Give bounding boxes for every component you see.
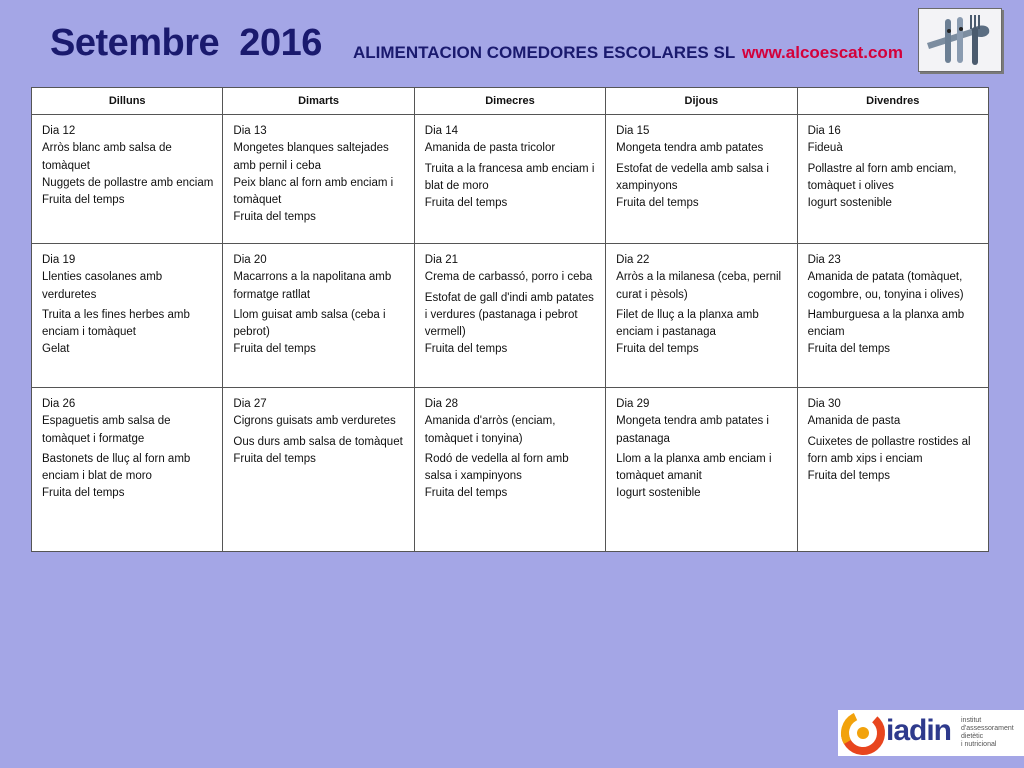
- menu-cell: [223, 244, 414, 388]
- dish: Llom a la planxa amb enciam i tomàquet amanit: [616, 452, 772, 482]
- menu-cell: [414, 115, 605, 244]
- menu-cell: [414, 388, 605, 552]
- dish: Hamburguesa a la planxa amb enciam: [807, 308, 965, 338]
- menu-cell: [797, 388, 988, 552]
- dessert: Fruita del temps: [424, 487, 508, 500]
- table-row: [32, 115, 989, 244]
- dish: Arròs a la milanesa (ceba, pernil curat i pèsols): [616, 271, 782, 301]
- dish: Peix blanc al forn amb enciam i tomàquet: [233, 176, 394, 206]
- dish: Arròs blanc amb salsa de tomàquet: [42, 142, 172, 172]
- column-header: Dimarts: [223, 88, 414, 115]
- day-label: Dia 23: [807, 254, 841, 266]
- dish: Amanida de pasta: [807, 415, 901, 428]
- dessert: Fruita del temps: [42, 487, 125, 500]
- dish: Llom guisat amb salsa (ceba i pebrot): [233, 308, 386, 338]
- menu-cell: [223, 115, 414, 244]
- column-header: Divendres: [797, 88, 988, 115]
- dessert: Iogurt sostenible: [616, 487, 701, 500]
- day-label: Dia 14: [424, 125, 459, 137]
- dish: Bastonets de lluç al forn amb enciam i blat de moro: [42, 452, 191, 482]
- dessert: Fruita del temps: [233, 343, 316, 356]
- dessert: Fruita del temps: [42, 194, 125, 206]
- dish: Rodó de vedella al forn amb salsa i xampinyons: [424, 452, 569, 482]
- day-label: Dia 13: [233, 125, 267, 137]
- day-label: Dia 20: [233, 254, 267, 266]
- header-row: [32, 88, 989, 115]
- iadin-subtitle: institut d'assessorament dietètic i nutricional: [961, 717, 1014, 748]
- dessert: Fruita del temps: [424, 343, 508, 356]
- day-label: Dia 21: [424, 254, 459, 266]
- table-row: [32, 244, 989, 388]
- company-name: ALIMENTACION COMEDORES ESCOLARES SL: [353, 43, 736, 62]
- column-header: Dijous: [606, 88, 797, 115]
- dish: Macarrons a la napolitana amb formatge ratllat: [233, 271, 392, 301]
- menu-cell: [797, 115, 988, 244]
- dish: Truita a la francesa amb enciam i blat de moro: [424, 162, 595, 192]
- day-label: Dia 29: [616, 398, 650, 410]
- dish: Cuixetes de pollastre rostides al forn amb xips i enciam: [807, 435, 971, 465]
- dish: Amanida de pasta tricolor: [424, 142, 556, 155]
- menu-cell: [32, 388, 223, 552]
- day-label: Dia 16: [807, 125, 841, 137]
- cutlery-logo: [918, 8, 1002, 72]
- dish: Estofat de gall d'indi amb patates i verdures (pastanaga i pebrot vermell): [424, 291, 594, 338]
- dessert: Fruita del temps: [424, 197, 508, 209]
- dish: Crema de carbassó, porro i ceba: [424, 271, 593, 284]
- dessert: Gelat: [42, 343, 70, 356]
- day-label: Dia 12: [42, 125, 76, 137]
- day-label: Dia 15: [616, 125, 650, 137]
- dish: Llenties casolanes amb verduretes: [42, 271, 163, 301]
- dish: Amanida de patata (tomàquet, cogombre, ou, tonyina i olives): [807, 271, 964, 301]
- dish: Mongetes blanques saltejades amb pernil i ceba: [233, 142, 389, 172]
- menu-cell: [32, 115, 223, 244]
- dish: Pollastre al forn amb enciam, tomàquet i olives: [807, 162, 957, 192]
- day-label: Dia 19: [42, 254, 76, 266]
- dessert: Fruita del temps: [807, 470, 891, 482]
- day-label: Dia 26: [42, 398, 76, 410]
- dish: Estofat de vedella amb salsa i xampinyons: [616, 162, 769, 192]
- table-row: [32, 388, 989, 552]
- day-label: Dia 27: [233, 398, 267, 410]
- dessert: Fruita del temps: [807, 343, 891, 356]
- dish: Espaguetis amb salsa de tomàquet i formatge: [42, 415, 171, 445]
- dish: Ous durs amb salsa de tomàquet: [233, 435, 403, 448]
- column-header: Dimecres: [414, 88, 605, 115]
- website-link[interactable]: www.alcoescat.com: [742, 43, 903, 62]
- menu-cell: [606, 244, 797, 388]
- dessert: Fruita del temps: [233, 452, 316, 465]
- dessert: Fruita del temps: [616, 343, 699, 356]
- menu-cell: [797, 244, 988, 388]
- dish: Amanida d'arròs (enciam, tomàquet i tonyina): [424, 415, 556, 445]
- day-label: Dia 28: [424, 398, 459, 410]
- menu-cell: [606, 388, 797, 552]
- menu-cell: [32, 244, 223, 388]
- dish: Truita a les fines herbes amb enciam i tomàquet: [42, 308, 190, 338]
- iadin-wordmark: iadin: [886, 714, 952, 747]
- day-label: Dia 30: [807, 398, 841, 410]
- dish: Mongeta tendra amb patates i pastanaga: [616, 415, 769, 445]
- iadin-logo: [838, 710, 1024, 756]
- dish: Mongeta tendra amb patates: [616, 142, 764, 155]
- page-title: Setembre 2016: [50, 22, 322, 64]
- dish: Nuggets de pollastre amb enciam: [42, 176, 214, 189]
- dessert: Fruita del temps: [233, 211, 316, 224]
- dessert: Iogurt sostenible: [807, 197, 892, 209]
- cutlery-icon: [919, 9, 1001, 71]
- dish: Cigrons guisats amb verduretes: [233, 415, 396, 428]
- menu-cell: [223, 388, 414, 552]
- column-header: Dilluns: [32, 88, 223, 115]
- dish: Filet de lluç a la planxa amb enciam i pastanaga: [616, 308, 759, 338]
- day-label: Dia 22: [616, 254, 650, 266]
- dish: Fideuà: [807, 142, 843, 155]
- menu-table: [31, 87, 989, 552]
- menu-cell: [606, 115, 797, 244]
- dessert: Fruita del temps: [616, 197, 699, 209]
- menu-cell: [414, 244, 605, 388]
- iadin-icon: [840, 710, 886, 756]
